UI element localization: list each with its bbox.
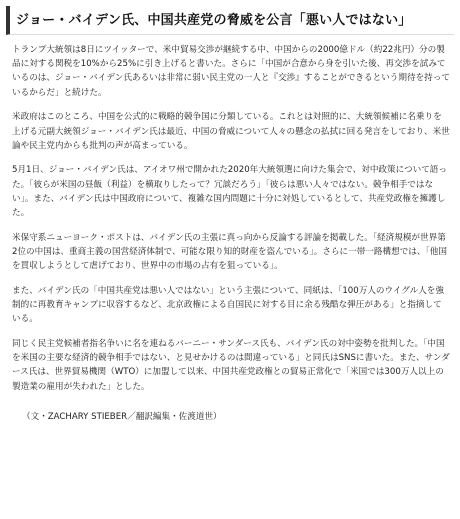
article-page — [0, 6, 460, 519]
article-paragraph: トランプ大統領は8日にツイッターで、米中貿易交渉が継続する中、中国からの2000億ドル（約22兆円）分の製品に対する関税を10%から25%に引き上げると書いた。さらに「中国が合意から身を引いた後、再交渉を試みているのは、ジョー・バイデン氏あるいは非常に弱い民主党の一人と『交渉』することができるという期待を持っているからだ」と続けた。 — [12, 45, 450, 98]
article-body — [6, 35, 454, 424]
article-paragraph: 同じく民主党候補者指名争いに名を連ねるバーニー・サンダース氏も、バイデン氏の対中姿勢を批判した。「中国を米国の主要な経済的競争相手ではない、と見せかけるのは間違っている」と同氏はSNSに書いた。また、サンダース氏は、世界貿易機関（WTO）に加盟して以来、中国共産党政権との貿易正常化で「米国では300万人以上の製造業の雇用が失われた」とした。 — [12, 338, 450, 392]
article-header — [6, 6, 454, 35]
article-byline: （文・ZACHARY STIEBER／翻訳編集・佐渡道世） — [22, 411, 222, 422]
article-paragraph: また、バイデン氏の「中国共産党は悪い人ではない」という主張について、同紙は、「100万人のウイグル人を強制的に再教育キャンプに収容するなど、北京政権による自国民に対する目に余る残酷な弾圧がある」と指摘している。 — [12, 285, 444, 325]
article-paragraph: 米政府はこのところ、中国を公式的に戦略的競争国に分類している。これとは対照的に、大統領候補に名乗りを上げる元副大統領ジョー・バイデン氏は最近、中国の脅威について人々の懸念の払拭に回る発言をしており、米世論や民主党内からも批判の声が高まっている。 — [12, 112, 450, 151]
article-title: ジョー・バイデン氏、中国共産党の脅威を公言「悪い人ではない」 — [16, 12, 412, 28]
article-paragraph: 米保守系ニューヨーク・ポストは、バイデン氏の主張に真っ向から反論する評論を掲載した。「経済規模が世界第2位の中国は、重商主義の国営経済体制で、可能な限り知的財産を盗んでいる」。さらに一帯一路構想では、「他国を買収しようとして虐げており、世界中の市場の占有を狙っている」。 — [12, 232, 447, 272]
article-paragraph: 5月1日、ジョー・バイデン氏は、アイオワ州で開かれた2020年大統領選に向けた集会で、対中政策について語った。「彼らが米国の昼飯（利益）を横取りしたって？冗談だろう」「彼らは悪い人々ではない。競争相手ではない」。また、バイデン氏は中国政府について、複雑な国内問題に十分に対処しているとして、共産党政権を擁護した。 — [12, 165, 447, 219]
